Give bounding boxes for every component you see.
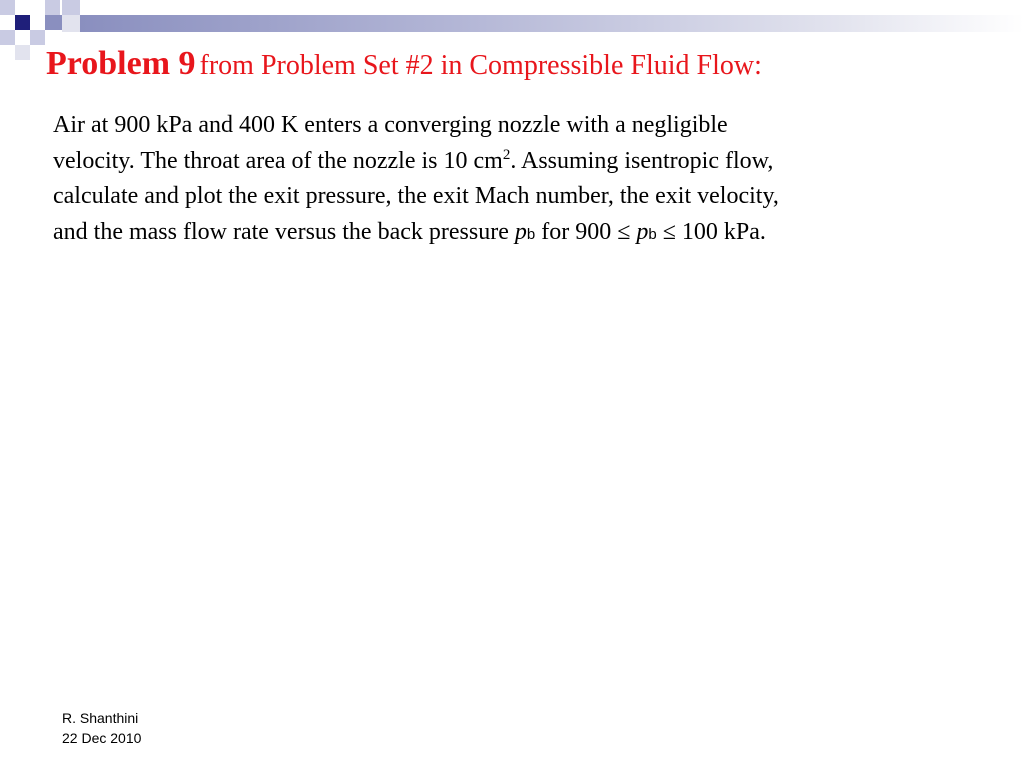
title-problem-number: Problem 9 [46,45,196,82]
problem-statement [53,108,953,252]
slide-footer [62,708,141,748]
back-pressure-symbol: p [636,218,649,245]
problem-line-2: velocity. The throat area of the nozzle is 10 $cm^2$. Assuming isentropic flow, [53,146,774,174]
problem-line-4: and the mass flow rate versus the back pressure pb for 900 ≤ pb ≤ 100 kPa. [53,218,766,245]
title-subtitle: from Problem Set #2 in Compressible Fluid Flow: [199,50,762,81]
back-pressure-symbol: p [514,218,527,245]
slide-title [46,45,762,83]
header-band [80,15,1024,32]
footer-author: R. Shanthini [62,710,139,726]
footer-date: 22 Dec 2010 [62,730,142,746]
problem-line-3: calculate and plot the exit pressure, the exit Mach number, the exit velocity, [53,183,779,209]
problem-line-1: Air at 900 kPa and 400 K enters a converging nozzle with a negligible [53,112,728,138]
superscript-2: 2 [502,146,511,163]
